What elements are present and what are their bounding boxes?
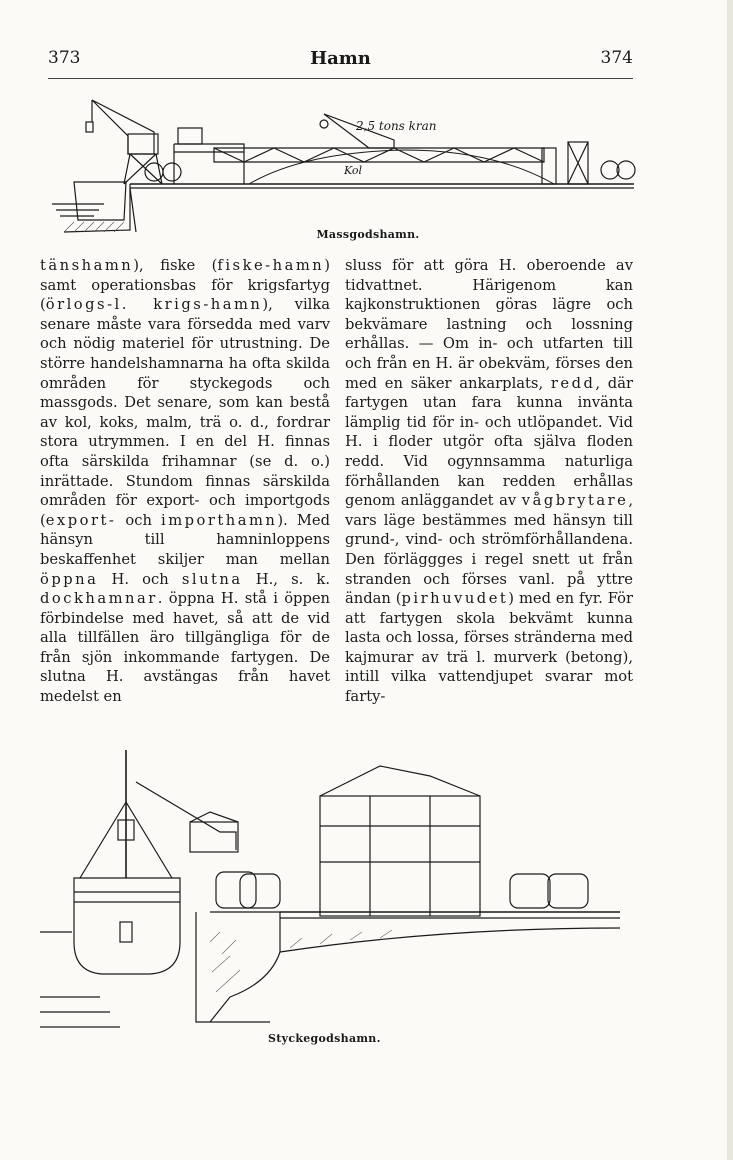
left-text-run: H. och: [98, 570, 182, 588]
right-text-run: ) med en fyr. För att fartygen skola bekvämt kunna lasta och lossa, förses stränderna med kajmurar av trä l. murverk (betong), intill vilka vattendjupet svarar mot farty-: [345, 590, 633, 706]
left-text-run: fiske-hamn: [217, 257, 325, 274]
page-header: [48, 48, 633, 76]
right-text-run: , vars läge bestämmes med hänsyn till grund-, vind- och strömförhållandena. Den förläggges i regel snett ut från stranden och förses vanl. på yttre ändan (: [345, 492, 633, 608]
left-text-column: [40, 256, 330, 707]
left-paragraph: [40, 256, 330, 707]
left-text-run: öppna: [40, 570, 99, 588]
right-text-run: pirhuvudet: [401, 590, 509, 608]
left-text-run: och: [116, 511, 161, 529]
left-text-run: importhamn: [161, 511, 278, 529]
right-text-run: , där fartygen utan fara kunna invänta lämplig tid för in- och utlöpandet. Vid H. i floder utgör ofta själva floden redd. Vid ogynnsamma naturliga förhållanden kan redden erhållas genom anläggandet av: [345, 374, 633, 510]
left-text-run: . öppna H. stå i öppen förbindelse med havet, så att de vid alla tillfällen äro tillgängliga för de från sjön inkommande fartygen. De slutna H. avstängas från havet medelst en: [40, 590, 330, 706]
page-number-right: 374: [600, 48, 633, 68]
right-text-run: vågbrytare: [521, 492, 629, 510]
caption-general-cargo-harbour: Styckegodshamn.: [268, 1032, 381, 1045]
left-text-run: H., s. k.: [242, 570, 330, 588]
running-title: Hamn: [310, 48, 371, 69]
crane-label: 2,5 tons kran: [356, 119, 437, 133]
coal-label: Kol: [344, 164, 363, 177]
left-text-run: tänshamn: [40, 257, 134, 274]
left-text-run: ). Med hänsyn till hamninloppens beskaffenhet skiljer man mellan: [40, 511, 330, 568]
page-number-left: 373: [48, 48, 81, 68]
left-text-run: ), vilka senare måste vara försedda med varv och nödig materiel för utrustning. De större handelshamnarna ha ofta skilda områden för styckegods och massgods. Det senare, som kan bestå av kol, koks, malm, trä o. d., fordrar stora utrymmen. I en del H. finnas ofta särskilda frihamnar (se d. o.) inrättade. Stundom finnas särskilda områden för export- och importgods (: [40, 296, 330, 529]
right-text-run: redd: [550, 374, 596, 392]
right-text-column: [345, 256, 633, 707]
page-edge: [727, 0, 733, 1160]
general-cargo-harbour-illustration: [40, 742, 640, 1042]
bulk-harbour-illustration: [44, 92, 636, 242]
left-text-run: dockhamnar: [40, 590, 158, 608]
left-text-run: ), fiske (: [133, 257, 218, 274]
left-text-run: örlogs-l. krigs-hamn: [45, 296, 263, 314]
header-rule: [48, 78, 633, 79]
left-text-run: export-: [45, 511, 117, 529]
right-paragraph: [345, 256, 633, 707]
left-text-run: ) samt operationsbas för krigsfartyg (: [40, 257, 330, 314]
left-text-run: slutna: [181, 570, 243, 588]
caption-bulk-harbour: Massgodshamn.: [316, 228, 420, 241]
right-text-run: sluss för att göra H. oberoende av tidvattnet. Härigenom kan kajkonstruktionen göras lägre och bekvämare lastning och lossning erhållas. — Om in- och utfarten till och från en H. är obekväm, förses den med en säker ankarplats,: [345, 257, 633, 392]
